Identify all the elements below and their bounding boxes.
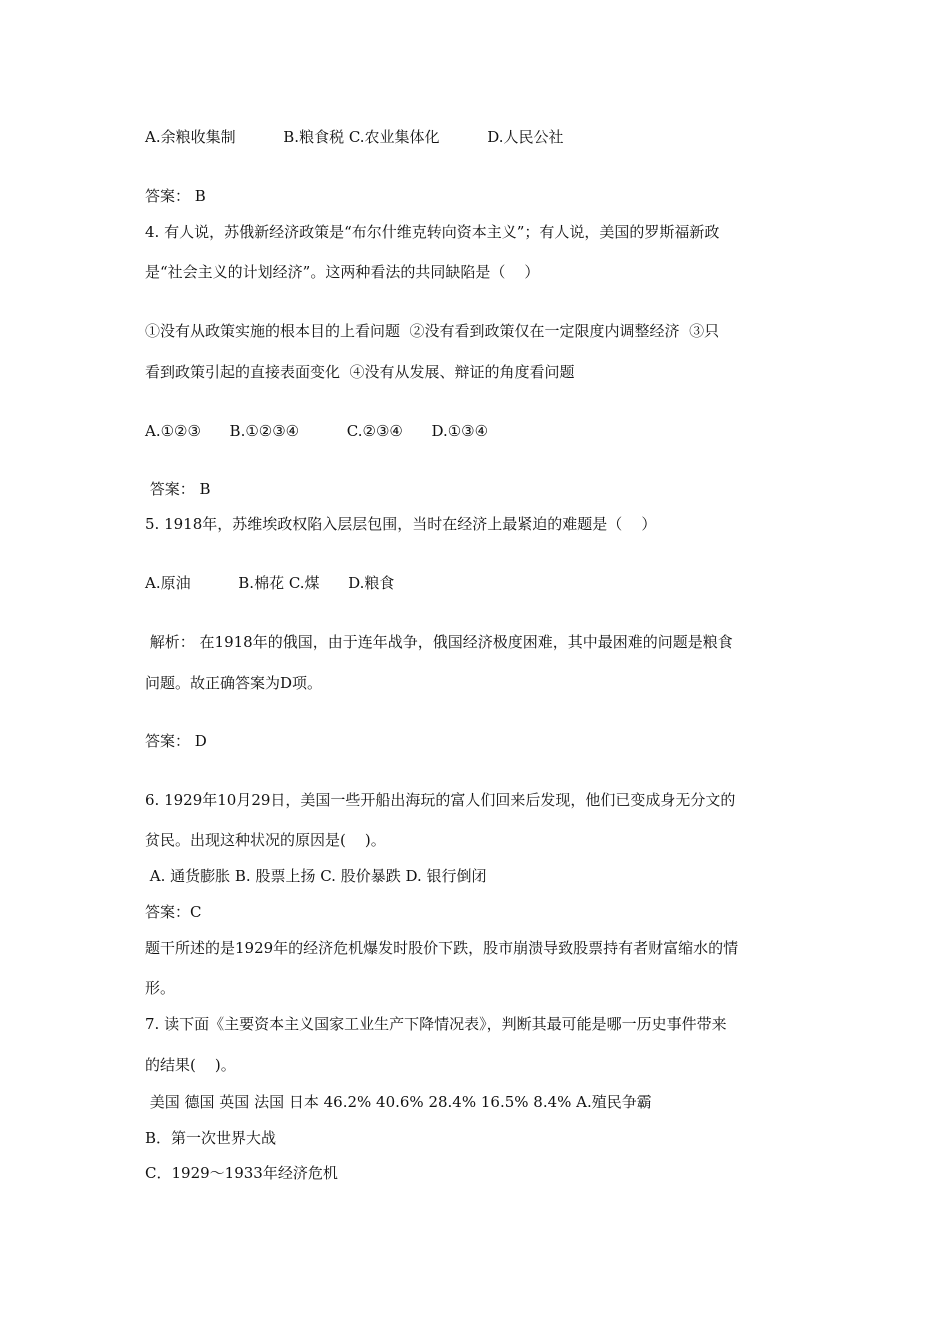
q4-question-line2: 是“社会主义的计划经济”。这两种看法的共同缺陷是（ ）	[145, 263, 540, 281]
q4-answer: 答案： B	[145, 480, 211, 498]
q6-explanation-line2: 形。	[145, 979, 176, 997]
q4-options: A.①②③ B.①②③④ C.②③④ D.①③④	[145, 422, 489, 440]
q7-question-line1: 7. 读下面《主要资本主义国家工业生产下降情况表》，判断其最可能是哪一历史事件带来	[145, 1015, 727, 1033]
q6-question-line1: 6. 1929年10月29日，美国一些开船出海玩的富人们回来后发现，他们已变成身无分文的	[145, 791, 736, 809]
q6-answer: 答案：C	[145, 903, 202, 921]
q5-explanation-line1: 解析： 在1918年的俄国，由于连年战争，俄国经济极度困难，其中最困难的问题是粮食	[145, 633, 733, 651]
q5-question: 5. 1918年，苏维埃政权陷入层层包围，当时在经济上最紧迫的难题是（ ）	[145, 515, 657, 533]
q4-statements-line2: 看到政策引起的直接表面变化 ④没有从发展、辩证的角度看问题	[145, 363, 575, 381]
q5-explanation-line2: 问题。故正确答案为D项。	[145, 674, 323, 692]
q4-question-line1: 4. 有人说，苏俄新经济政策是“布尔什维克转向资本主义”；有人说，美国的罗斯福新政	[145, 223, 720, 241]
q5-options: A.原油 B.棉花 C.煤 D.粮食	[145, 574, 395, 592]
q7-option-b: B．第一次世界大战	[145, 1129, 277, 1147]
q7-table-and-option-a: 美国 德国 英国 法国 日本 46.2% 40.6% 28.4% 16.5% 8.4% A.殖民争霸	[145, 1093, 652, 1111]
q7-option-c: C．1929～1933年经济危机	[145, 1164, 338, 1182]
q7-question-line2: 的结果( )。	[145, 1056, 236, 1074]
q5-answer: 答案： D	[145, 732, 207, 750]
q4-statements-line1: ①没有从政策实施的根本目的上看问题 ②没有看到政策仅在一定限度内调整经济 ③只	[145, 322, 720, 340]
q6-explanation-line1: 题干所述的是1929年的经济危机爆发时股价下跌，股市崩溃导致股票持有者财富缩水的情	[145, 939, 739, 957]
q3-options: A.余粮收集制 B.粮食税 C.农业集体化 D.人民公社	[145, 128, 564, 146]
q6-question-line2: 贫民。出现这种状况的原因是( )。	[145, 831, 386, 849]
q3-answer: 答案： B	[145, 187, 206, 205]
q6-options: A. 通货膨胀 B. 股票上扬 C. 股价暴跌 D. 银行倒闭	[145, 867, 487, 885]
